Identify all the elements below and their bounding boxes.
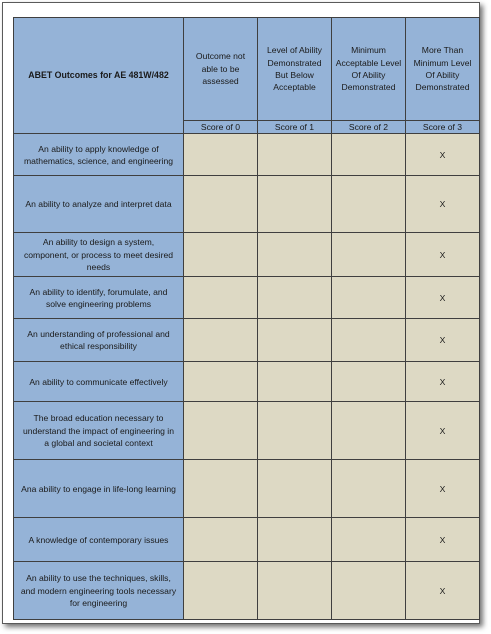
score-mark: X [439, 534, 446, 545]
table-row [14, 402, 480, 460]
score-cell-2 [332, 362, 406, 402]
score-cell-3 [406, 402, 480, 460]
score-cell-0 [184, 277, 258, 319]
table-row [14, 460, 480, 518]
document-frame [2, 2, 480, 624]
score-cell-2 [332, 518, 406, 562]
table-row [14, 277, 480, 319]
outcome-label: An ability to design a system, component, or process to meet desired needs [14, 233, 184, 277]
outcome-label: An ability to communicate effectively [14, 362, 184, 402]
score-cell-0 [184, 134, 258, 176]
column-header-below-acceptable: Level of Ability Demonstrated But Below Acceptable [258, 18, 332, 121]
score-cell-1 [258, 402, 332, 460]
score-cell-2 [332, 176, 406, 233]
score-mark: X [439, 376, 446, 387]
column-header-minimum-acceptable: Minimum Acceptable Level Of Ability Demonstrated [332, 18, 406, 121]
table-row [14, 233, 480, 277]
score-cell-3 [406, 319, 480, 362]
score-cell-0 [184, 319, 258, 362]
score-cell-1 [258, 518, 332, 562]
score-cell-3 [406, 362, 480, 402]
score-cell-3 [406, 233, 480, 277]
outcome-label: An ability to analyze and interpret data [14, 176, 184, 233]
score-cell-0 [184, 176, 258, 233]
outcome-label: An ability to use the techniques, skills, and modern engineering tools necessary for engineering [14, 562, 184, 620]
score-cell-0 [184, 402, 258, 460]
column-header-more-than-minimum: More Than Minimum Level Of Ability Demonstrated [406, 18, 480, 121]
score-mark: X [439, 249, 446, 260]
outcome-label: A knowledge of contemporary issues [14, 518, 184, 562]
table-row [14, 176, 480, 233]
score-cell-1 [258, 460, 332, 518]
score-cell-2 [332, 277, 406, 319]
score-cell-1 [258, 362, 332, 402]
table-row [14, 518, 480, 562]
table-row [14, 362, 480, 402]
score-cell-0 [184, 562, 258, 620]
score-mark: X [439, 199, 446, 210]
score-label-1: Score of 1 [258, 121, 332, 134]
score-cell-2 [332, 319, 406, 362]
score-mark: X [439, 335, 446, 346]
outcome-label: The broad education necessary to understand the impact of engineering in a global and societal context [14, 402, 184, 460]
outcomes-title: ABET Outcomes for AE 481W/482 [14, 18, 184, 134]
outcome-label: Ana ability to engage in life-long learning [14, 460, 184, 518]
score-cell-1 [258, 134, 332, 176]
score-cell-1 [258, 233, 332, 277]
score-cell-0 [184, 518, 258, 562]
score-label-0: Score of 0 [184, 121, 258, 134]
score-cell-1 [258, 176, 332, 233]
score-cell-3 [406, 518, 480, 562]
score-cell-1 [258, 562, 332, 620]
score-cell-3 [406, 562, 480, 620]
score-cell-3 [406, 460, 480, 518]
table-row [14, 562, 480, 620]
score-cell-2 [332, 134, 406, 176]
column-header-not-assessed: Outcome not able to be assessed [184, 18, 258, 121]
score-cell-3 [406, 134, 480, 176]
score-cell-1 [258, 277, 332, 319]
outcome-label: An ability to apply knowledge of mathematics, science, and engineering [14, 134, 184, 176]
score-mark: X [439, 425, 446, 436]
score-cell-2 [332, 562, 406, 620]
score-label-3: Score of 3 [406, 121, 480, 134]
score-cell-0 [184, 233, 258, 277]
score-label-2: Score of 2 [332, 121, 406, 134]
score-cell-2 [332, 233, 406, 277]
score-mark: X [439, 292, 446, 303]
score-cell-2 [332, 460, 406, 518]
score-cell-3 [406, 277, 480, 319]
score-cell-2 [332, 402, 406, 460]
score-cell-3 [406, 176, 480, 233]
score-mark: X [439, 585, 446, 596]
outcome-label: An understanding of professional and ethical responsibility [14, 319, 184, 362]
score-mark: X [439, 483, 446, 494]
abet-rubric-table [13, 17, 480, 620]
outcome-label: An ability to identify, forumulate, and solve engineering problems [14, 277, 184, 319]
header-row [14, 18, 480, 121]
table-row [14, 134, 480, 176]
score-cell-0 [184, 362, 258, 402]
table-row [14, 319, 480, 362]
score-cell-1 [258, 319, 332, 362]
score-cell-0 [184, 460, 258, 518]
score-mark: X [439, 149, 446, 160]
